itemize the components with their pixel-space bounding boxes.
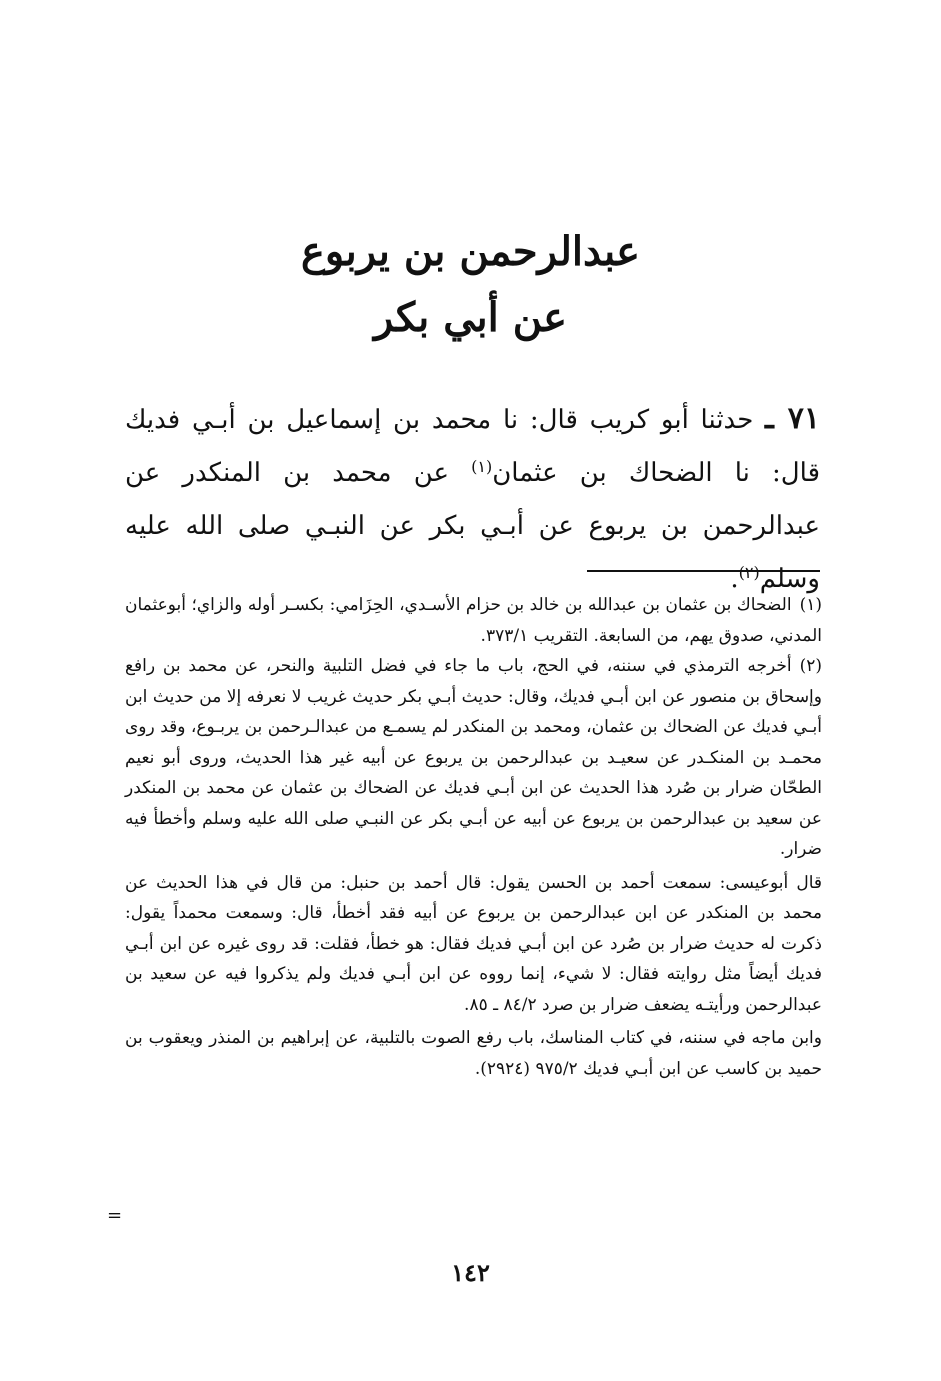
footnote-2-continuation-2: وابن ماجه في سننه، في كتاب المناسك، باب رفع الصوت بالتلبية، عن إبراهيم بن المنذر ويعقوب بن حميد بن كاسب عن ابن أبـي فديك ٩٧٥/٢ (٢٩٢٤). [125,1028,822,1079]
footnote-2-continuation-1: قال أبوعيسى: سمعت أحمد بن الحسن يقول: قال أحمد بن حنبل: من قال في هذا الحديث عن محمد بن المنكدر عن ابن عبدالرحمن بن يربوع عن أبيه فقد أخطأ، قال: وسمعت محمداً يقول: ذكرت له حديث ضرار بن صُرد عن ابن أبـي فديك فقال: هو خطأ، فقلت: قد روى غيره عن ابن أبـي فديك أيضاً مثل روايته فقال: لا شيء، إنما رووه عن ابن أبـي فديك ولم يذكروا فيه عن سعيد بن عبدالرحمن ورأيتـه يضعف ضرار بن صرد ٨٤/٢ ـ ٨٥. [125,872,822,1015]
page-number: ١٤٢ [451,1258,490,1287]
footnote-number-2: (٢) [799,656,822,676]
footnote-divider [587,570,820,572]
footnotes [125,590,822,1084]
hadith-text [125,392,820,606]
footnote-text-2: أخرجه الترمذي في سننه، في الحج، باب ما جاء في فضل التلبية والنحر، عن محمد بن رافع وإسحاق بن منصور عن ابن أبـي فديك، وقال: حديث أبـي بكر حديث غريب لا نعرفه إلا من حديث ابن أبـي فديك عن الضحاك بن عثمان، ومحمد بن المنكدر لم يسمـع من عبدالـرحمن بن يربـوع، وقد روى محمـد بن المنكـدر عن سعيـد بن عبدالرحمن بن يربوع عن أبيه غير هذا الحديث، وروى أبو نعيم الطحّان ضرار بن صُرد هذا الحديث عن ابن أبـي فديك عن الضحاك بن عثمان عن محمد بن المنكدر عن سعيد بن عبدالرحمن بن يربوع عن أبيه عن أبـي بكر عن النبـي صلى الله عليه وسلم وأخطأ فيه ضرار. [125,656,822,859]
footnote-2 [125,651,822,865]
hadith-text-part1: حدثنا أبو كريب قال: نا محمد بن إسماعيل بن أبـي فديك قال: نا الضحاك بن عثمان [125,405,820,488]
footnote-ref-1[interactable]: (١) [471,457,493,476]
hadith-number: ٧١ ـ [765,401,821,436]
chapter-subtitle: عن أبي بكر [373,294,568,341]
continuation-mark: = [107,1205,123,1226]
footnote-ref-2[interactable]: (٢) [738,563,760,582]
footnote-1 [125,590,822,651]
footnote-number-1: (١) [799,595,822,615]
chapter-title: عبدالرحمن بن يربوع [301,228,640,275]
hadith-text-part2: عن محمد بن المنكدر عن عبدالرحمن بن يربوع عن أبـي بكر عن النبـي صلى الله عليه وسلم [125,458,820,594]
footnote-text-1: الضحاك بن عثمان بن عبدالله بن خالد بن حزام الأسـدي، الحِزَامي: بكسـر أوله والزاي؛ أبوعثمان المدني، صدوق يهم، من السابعة. التقريب ٣٧٣/١. [125,595,822,646]
hadith-text-end: . [730,564,739,594]
